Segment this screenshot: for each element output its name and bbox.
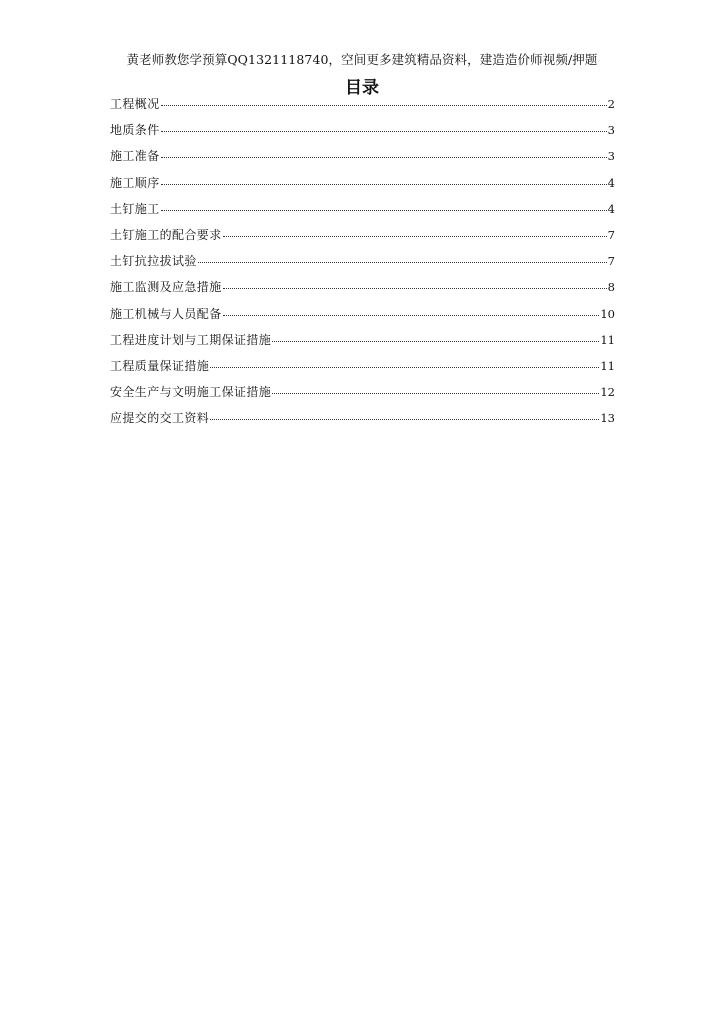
toc-entry[interactable] [110, 409, 615, 435]
toc-page-number: 4 [607, 201, 615, 216]
toc-heading: 目录 [345, 78, 379, 98]
toc-entry-title: 安全生产与文明施工保证措施 [110, 385, 272, 400]
toc-dot-leader [198, 262, 607, 263]
toc-page-number: 12 [600, 385, 615, 400]
toc-entry-title: 应提交的交工资料 [110, 411, 210, 426]
toc-page-number: 3 [607, 123, 615, 138]
toc-entry[interactable] [110, 331, 615, 357]
toc-page-number: 8 [607, 280, 615, 295]
toc-entry-title: 工程进度计划与工期保证措施 [110, 332, 272, 347]
toc-dot-leader [210, 419, 599, 420]
toc-entry-title: 施工准备 [110, 149, 160, 164]
toc-page-number: 2 [607, 97, 615, 111]
toc-entry-title: 土钉施工 [110, 201, 160, 216]
toc-entry[interactable] [110, 305, 615, 331]
toc-page-number: 10 [600, 306, 615, 321]
toc-dot-leader [161, 184, 607, 185]
toc-entry-title: 地质条件 [110, 123, 160, 138]
toc-entry-title: 施工顺序 [110, 175, 160, 190]
toc-entry[interactable] [110, 226, 615, 252]
toc-entry[interactable] [110, 174, 615, 200]
toc-entry[interactable] [110, 95, 615, 121]
toc-dot-leader [223, 288, 607, 289]
toc-page-number: 3 [607, 149, 615, 164]
toc-dot-leader [161, 105, 607, 106]
toc-page-number: 11 [600, 358, 615, 373]
toc-dot-leader [223, 236, 607, 237]
toc-entry[interactable] [110, 278, 615, 304]
toc-entry-title: 工程质量保证措施 [110, 358, 210, 373]
toc-entry[interactable] [110, 121, 615, 147]
toc-entry-title: 施工监测及应急措施 [110, 280, 222, 295]
toc-dot-leader [272, 393, 599, 394]
toc-page-number: 7 [607, 254, 615, 269]
toc-dot-leader [161, 157, 607, 158]
page-header-note: 黄老师教您学预算QQ1321118740，空间更多建筑精品资料，建造造价师视频/押题 [126, 52, 598, 67]
toc-entry-title: 工程概况 [110, 97, 160, 111]
toc-entry[interactable] [110, 357, 615, 383]
toc-entry[interactable] [110, 252, 615, 278]
toc-dot-leader [161, 131, 607, 132]
toc-entry[interactable] [110, 147, 615, 173]
toc-page-number: 7 [607, 227, 615, 242]
toc-dot-leader [210, 367, 599, 368]
toc-entry-title: 土钉施工的配合要求 [110, 227, 222, 242]
toc-entry[interactable] [110, 200, 615, 226]
toc-entry-title: 土钉抗拉拔试验 [110, 254, 197, 269]
table-of-contents [110, 95, 615, 435]
toc-dot-leader [272, 341, 599, 342]
toc-entry-title: 施工机械与人员配备 [110, 306, 222, 321]
toc-entry[interactable] [110, 383, 615, 409]
toc-dot-leader [223, 315, 600, 316]
toc-dot-leader [161, 210, 607, 211]
toc-page-number: 13 [600, 411, 615, 426]
toc-page-number: 4 [607, 175, 615, 190]
toc-page-number: 11 [600, 332, 615, 347]
